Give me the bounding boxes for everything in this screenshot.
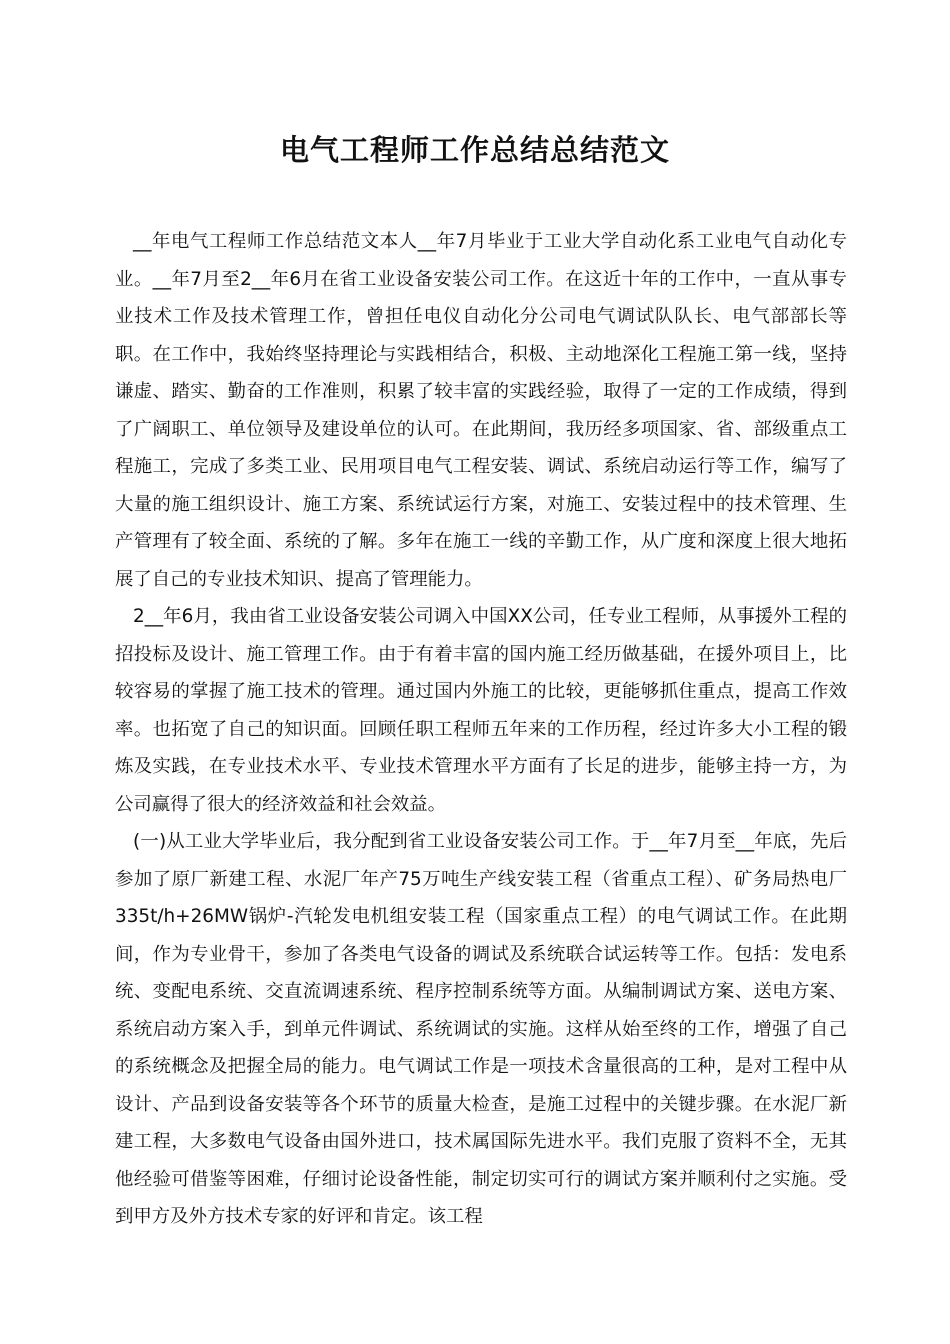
document-body: [115, 223, 847, 1236]
paragraph-1: __年电气工程师工作总结范文本人__年7月毕业于工业大学自动化系工业电气自动化专业。__年7月至2__年6月在省工业设备安装公司工作。在这近十年的工作中，一直从事专业技术工作及技术管理工作，曾担任电仪自动化分公司电气调试队队长、电气部部长等职。在工作中，我始终坚持理论与实践相结合，积极、主动地深化工程施工第一线，坚持谦虚、踏实、勤奋的工作准则，积累了较丰富的实践经验，取得了一定的工作成绩，得到了广阔职工、单位领导及建设单位的认可。在此期间，我历经多项国家、省、部级重点工程施工，完成了多类工业、民用项目电气工程安装、调试、系统启动运行等工作，编写了大量的施工组织设计、施工方案、系统试运行方案，对施工、安装过程中的技术管理、生产管理有了较全面、系统的了解。多年在施工一线的辛勤工作，从广度和深度上很大地拓展了自己的专业技术知识、提高了管理能力。: [115, 231, 847, 590]
paragraph-2: 2__年6月，我由省工业设备安装公司调入中国XX公司，任专业工程师，从事援外工程的招投标及设计、施工管理工作。由于有着丰富的国内施工经历做基础，在援外项目上，比较容易的掌握了施工技术的管理。通过国内外施工的比较，更能够抓住重点，提高工作效率。也拓宽了自己的知识面。回顾任职工程师五年来的工作历程，经过许多大小工程的锻炼及实践，在专业技术水平、专业技术管理水平方面有了长足的进步，能够主持一方，为公司赢得了很大的经济效益和社会效益。: [115, 606, 847, 815]
document-title: 电气工程师工作总结总结范文: [279, 133, 670, 167]
paragraph-3: (一)从工业大学毕业后，我分配到省工业设备安装公司工作。于__年7月至__年底，先后参加了原厂新建工程、水泥厂年产75万吨生产线安装工程（省重点工程）、矿务局热电厂335t/h+26MW锅炉-汽轮发电机组安装工程（国家重点工程）的电气调试工作。在此期间，作为专业骨干，参加了各类电气设备的调试及系统联合试运转等工作。包括：发电系统、变配电系统、交直流调速系统、程序控制系统等方面。从编制调试方案、送电方案、系统启动方案入手，到单元件调试、系统调试的实施。这样从始至终的工作，增强了自己的系统概念及把握全局的能力。电气调试工作是一项技术含量很高的工种，是对工程中从设计、产品到设备安装等各个环节的质量大检查，是施工过程中的关键步骤。在水泥厂新建工程，大多数电气设备由国外进口，技术属国际先进水平。我们克服了资料不全，无其他经验可借鉴等困难，仔细讨论设备性能，制定切实可行的调试方案并顺利付之实施。受到甲方及外方技术专家的好评和肯定。该工程: [115, 831, 847, 1227]
